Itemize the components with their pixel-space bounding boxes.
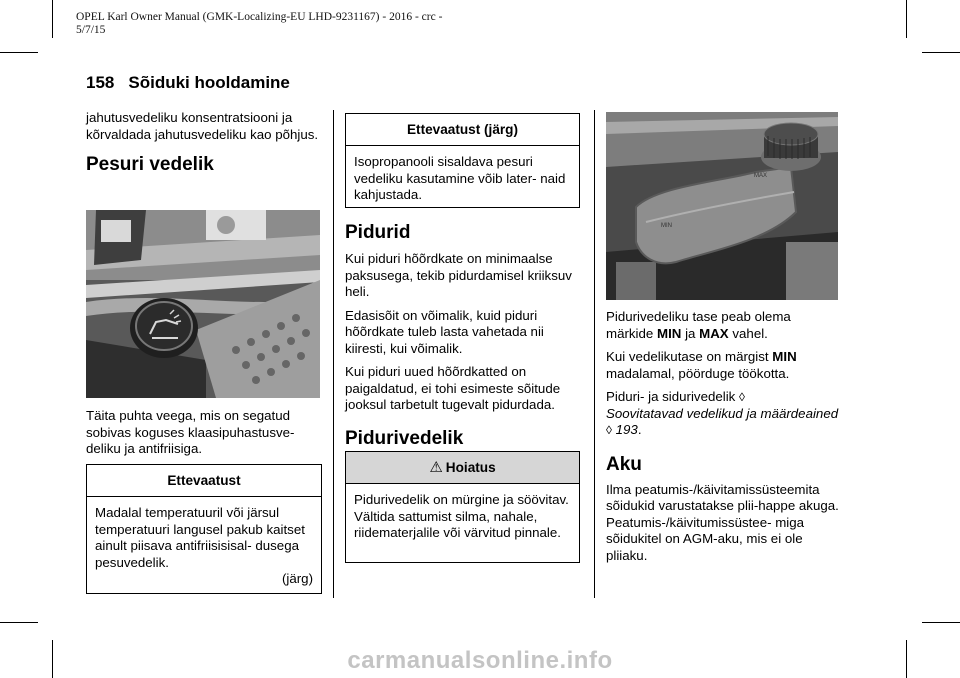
crop-mark	[0, 52, 38, 53]
warning-text: Pidurivedelik on mürgine ja söövitav. Vältida sattumist silma, nahale, riidematerjalile või värvitud pinnale.	[354, 492, 569, 540]
brakes-paragraph-3: Kui piduri uued hõõrdkatted on paigaldatud, ei tohi esimeste sõitude jooksul tarbetult tugevalt pidurdada.	[345, 364, 561, 412]
text-run: madalamal, pöörduge töökotta.	[606, 365, 790, 381]
section-heading-brake-fluid: Pidurivedelik	[345, 427, 464, 449]
brakes-paragraph-1: Kui piduri hõõrdkate on minimaalse paksusega, tekib pidurdamisel kriiksuv heli.	[345, 251, 572, 299]
warning-title-bar	[346, 452, 579, 484]
text-run: ja	[681, 325, 700, 341]
washer-fluid-photo	[86, 210, 320, 398]
meta-line-1: OPEL Karl Owner Manual (GMK-Localizing-EU LHD-9231167) - 2016 - crc -	[76, 11, 443, 23]
warning-icon: ⚠	[429, 459, 443, 476]
column-divider	[333, 110, 334, 598]
caution-continued-text: Isopropanooli sisaldava pesuri vedeliku kasutamine võib later- naid kahjustada.	[354, 154, 566, 202]
column-1	[86, 110, 322, 176]
max-mark-label: MAX	[754, 173, 768, 179]
text-run: Pidurivedeliku tase peab olema märkide	[606, 309, 791, 341]
fluid-level-paragraph	[606, 309, 841, 342]
brake-fluid-reservoir-photo	[606, 112, 838, 300]
reference-page-number[interactable]: 193	[615, 422, 638, 437]
fluid-reference-paragraph	[606, 389, 841, 439]
warning-title: Hoiatus	[445, 460, 496, 475]
washer-fluid-instruction: Täita puhta veega, mis on segatud sobivas koguses klaasipuhastusve- deliku ja antifriisiga.	[86, 408, 295, 456]
section-heading-battery: Aku	[606, 453, 642, 475]
column-divider	[594, 110, 595, 598]
crop-mark	[922, 622, 960, 623]
text-run: Piduri- ja sidurivedelik	[606, 389, 740, 404]
text-run: Kui vedelikutase on märgist	[606, 349, 773, 364]
warning-box	[345, 451, 580, 563]
crop-mark	[52, 0, 53, 38]
caution-title: Ettevaatust	[87, 465, 321, 497]
watermark: carmanualsonline.info	[347, 647, 613, 674]
caution-text: Madalal temperatuuril või järsul temperatuuri langusel pakub kaitset ainult piisava antifriisisisal- dusega pesuvedelik.	[95, 505, 305, 570]
caution-continued-box	[345, 113, 580, 208]
caution-box	[86, 464, 322, 594]
column-2	[345, 222, 579, 450]
document-meta	[76, 11, 496, 37]
caution-continued: (järg)	[281, 571, 313, 586]
crop-mark	[906, 0, 907, 38]
crop-mark	[0, 622, 38, 623]
recommended-fluids-link[interactable]: Soovitatavad vedelikud ja määrdeained	[606, 405, 839, 421]
intro-paragraph: jahutusvedeliku konsentratsiooni ja kõrvaldada jahutusvedeliku kao põhjus.	[86, 110, 319, 142]
page-number: 158	[86, 73, 115, 92]
column-3	[606, 309, 841, 571]
min-label: MIN	[657, 325, 682, 341]
text-run: vahel.	[728, 325, 768, 341]
min-mark-label: MIN	[661, 223, 672, 229]
max-label: MAX	[699, 325, 729, 341]
column-1-lower	[86, 408, 322, 465]
caution-continued-title: Ettevaatust (järg)	[346, 114, 579, 146]
meta-line-2: 5/7/15	[76, 24, 106, 36]
text-run: .	[637, 422, 642, 437]
crop-mark	[922, 52, 960, 53]
page-title	[86, 73, 290, 93]
section-heading-washer-fluid: Pesuri vedelik	[86, 154, 214, 175]
min-label: MIN	[772, 349, 797, 364]
reference-arrow-icon: ◊	[739, 390, 745, 404]
section-heading-brakes: Pidurid	[345, 222, 411, 243]
low-level-paragraph	[606, 349, 841, 382]
battery-paragraph: Ilma peatumis-/käivitamissüsteemita sõidukid varustatakse plii-happe akuga. Peatumis-/käivitumissüstee- miga sõidukitel on AGM-aku, mis ei ole pliiaku.	[606, 481, 839, 563]
brakes-paragraph-2: Edasisõit on võimalik, kuid piduri hõõrdkate tuleb lasta vahetada nii kiiresti, kui võimalik.	[345, 307, 544, 356]
chapter-title: Sõiduki hooldamine	[128, 73, 290, 92]
reference-arrow-icon: ◊	[606, 423, 612, 437]
